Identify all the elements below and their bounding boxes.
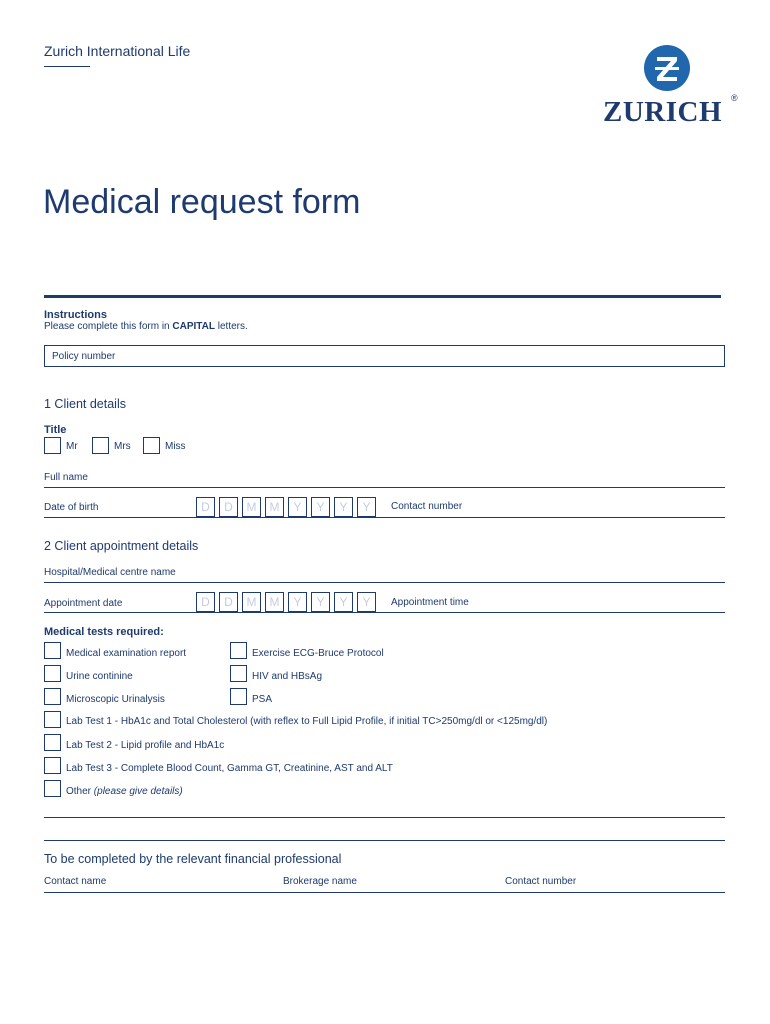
instructions-text-bold: CAPITAL [172,321,215,332]
checkbox-psa[interactable] [230,688,247,705]
appointment-date-digit-box[interactable]: Y [334,592,353,612]
pro-contact-number-label: Contact number [505,876,577,887]
appointment-date-digit-box[interactable]: D [196,592,215,612]
test-urinalysis-label: Microscopic Urinalysis [66,694,165,705]
test-medical-exam-label: Medical examination report [66,648,187,659]
medical-tests-heading: Medical tests required: [44,626,164,638]
title-divider [44,295,721,298]
checkbox-mr[interactable] [44,437,61,454]
contact-number-label: Contact number [391,501,463,512]
professional-field-underline[interactable] [44,892,725,893]
logo-wordmark: ZURICH [603,96,723,128]
option-mrs-label: Mrs [114,441,131,452]
full-name-label: Full name [44,472,88,483]
other-details-field[interactable] [44,817,725,818]
policy-number-field[interactable] [44,345,725,367]
lab-test-1-label: Lab Test 1 - HbA1c and Total Cholesterol (with reflex to Full Lipid Profile, if initial TC>250mg/dl or <125mg/dl) [66,716,548,727]
instructions-text-before: Please complete this form in [44,321,173,332]
checkbox-microscopic-urinalysis[interactable] [44,688,61,705]
dob-digit-box[interactable]: Y [357,497,376,517]
test-urine-label: Urine continine [66,671,133,682]
checkbox-hiv-hbsag[interactable] [230,665,247,682]
lab-test-3-label: Lab Test 3 - Complete Blood Count, Gamma GT, Creatinine, AST and ALT [66,763,393,774]
appointment-time-label: Appointment time [391,597,469,608]
dob-digit-box[interactable]: M [265,497,284,517]
checkbox-lab-test-1[interactable] [44,711,61,728]
instructions-text [44,321,248,332]
checkbox-mrs[interactable] [92,437,109,454]
brand-line: Zurich International Life [44,43,191,59]
date-of-birth-label: Date of birth [44,502,99,513]
dob-digit-box[interactable]: D [196,497,215,517]
appointment-date-label: Appointment date [44,598,123,609]
date-of-birth-field[interactable] [196,497,380,517]
date-contact-underline [44,517,725,518]
other-label [66,786,183,797]
test-hiv-label: HIV and HBsAg [252,671,323,682]
policy-number-label: Policy number [52,351,116,362]
zurich-z-icon [644,45,690,91]
professional-divider [44,840,725,841]
checkbox-exercise-ecg[interactable] [230,642,247,659]
appointment-date-digit-box[interactable]: Y [311,592,330,612]
lab-test-2-label: Lab Test 2 - Lipid profile and HbA1c [66,740,225,751]
professional-heading: To be completed by the relevant financial professional [44,852,342,866]
instructions-text-after: letters. [214,321,248,332]
other-label-text: Other [66,786,94,797]
instructions-heading: Instructions [44,309,107,321]
appointment-date-field[interactable] [196,592,380,612]
test-psa-label: PSA [252,694,273,705]
checkbox-medical-exam[interactable] [44,642,61,659]
appointment-date-digit-box[interactable]: M [242,592,261,612]
dob-digit-box[interactable]: D [219,497,238,517]
appointment-underline [44,612,725,613]
checkbox-lab-test-3[interactable] [44,757,61,774]
checkbox-other[interactable] [44,780,61,797]
hospital-field[interactable] [44,582,725,583]
brand-underline [44,66,90,67]
title-label: Title [44,424,67,436]
checkbox-urine-continine[interactable] [44,665,61,682]
appointment-heading: 2 Client appointment details [44,539,199,553]
pro-contact-name-label: Contact name [44,876,107,887]
logo-registered-mark: ® [731,93,738,103]
page-title: Medical request form [43,183,361,221]
option-miss-label: Miss [165,441,186,452]
full-name-field[interactable] [44,487,725,488]
client-details-heading: 1 Client details [44,397,126,411]
dob-digit-box[interactable]: M [242,497,261,517]
option-mr-label: Mr [66,441,78,452]
dob-digit-box[interactable]: Y [288,497,307,517]
appointment-date-digit-box[interactable]: Y [357,592,376,612]
appointment-date-digit-box[interactable]: Y [288,592,307,612]
checkbox-miss[interactable] [143,437,160,454]
checkbox-lab-test-2[interactable] [44,734,61,751]
dob-digit-box[interactable]: Y [311,497,330,517]
zurich-logo-icon [644,45,690,91]
appointment-date-digit-box[interactable]: D [219,592,238,612]
dob-digit-box[interactable]: Y [334,497,353,517]
appointment-date-digit-box[interactable]: M [265,592,284,612]
brokerage-name-label: Brokerage name [283,876,357,887]
other-hint: (please give details) [93,786,183,797]
hospital-label: Hospital/Medical centre name [44,567,176,578]
test-ecg-label: Exercise ECG-Bruce Protocol [252,648,384,659]
